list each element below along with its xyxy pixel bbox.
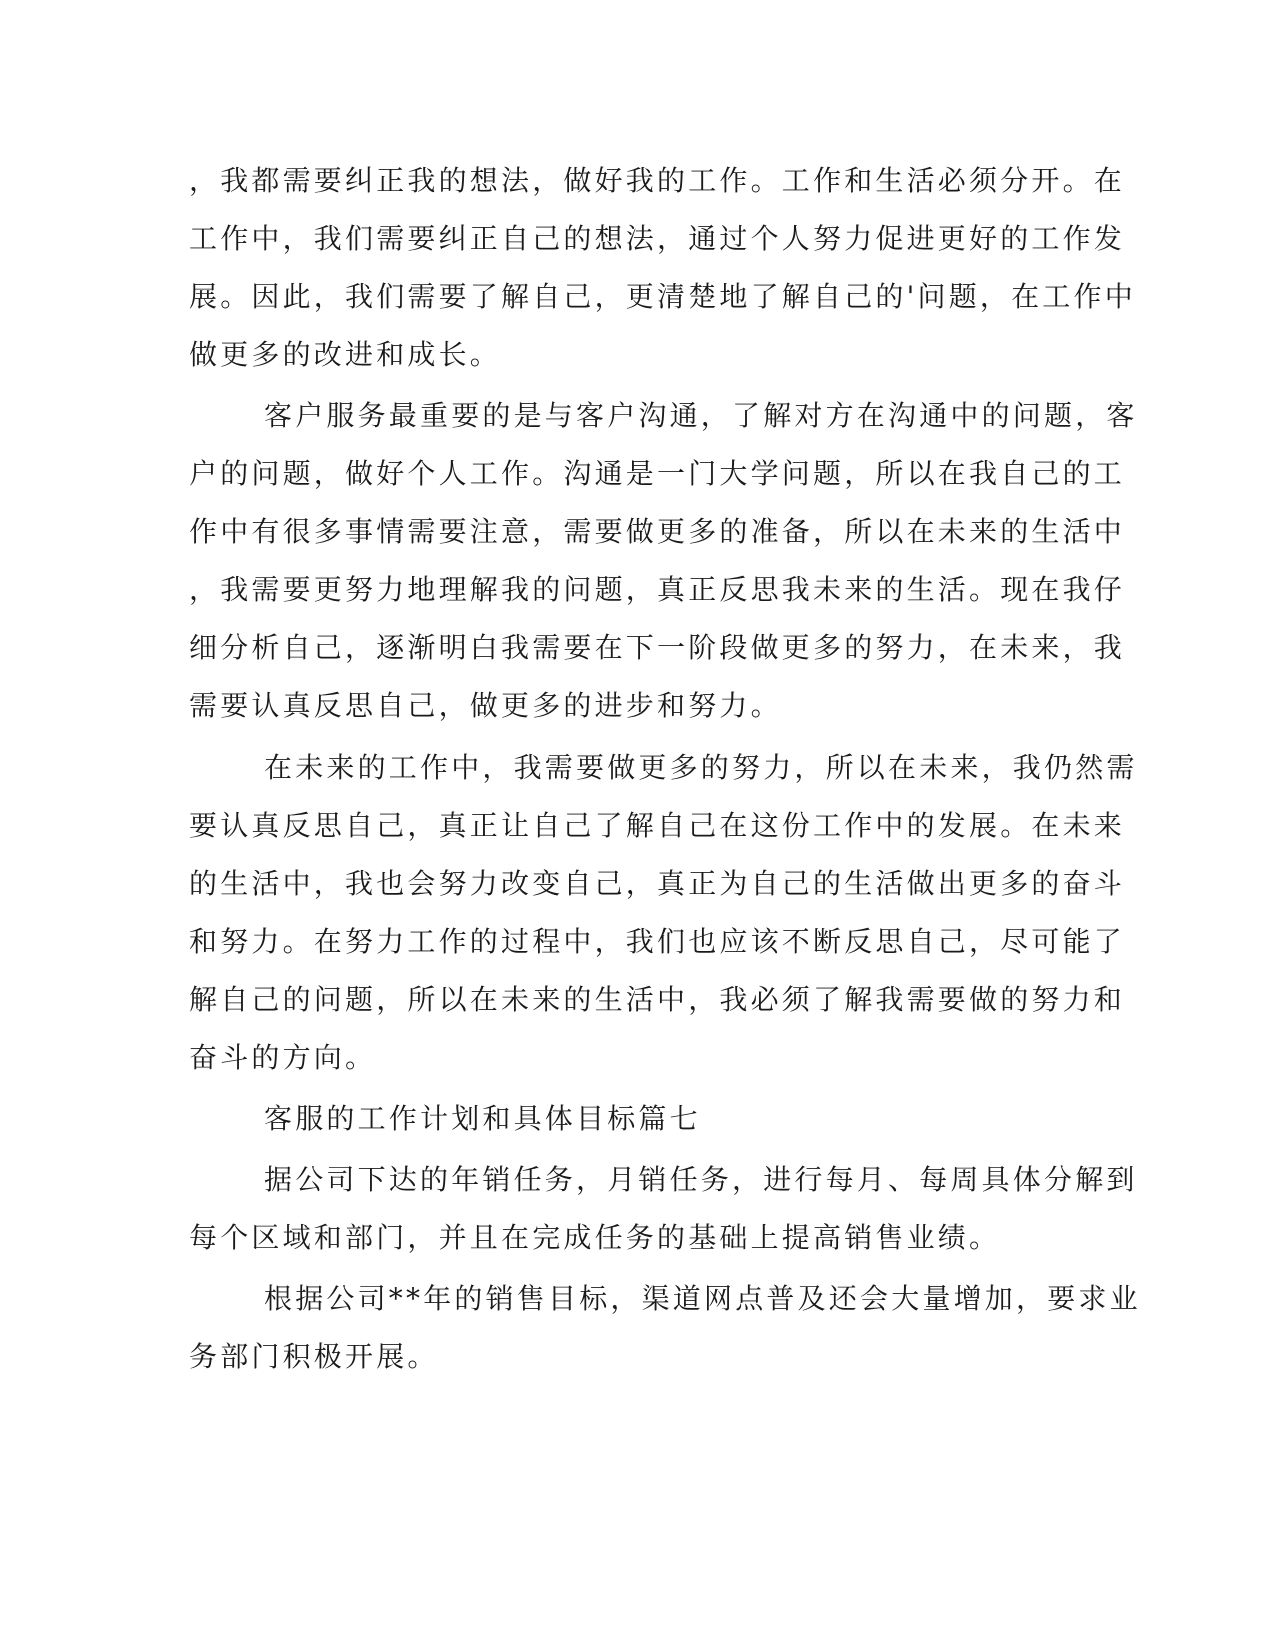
paragraph-line: 作中有很多事情需要注意，需要做更多的准备，所以在未来的生活中 [189,515,1126,548]
paragraph-line: 务部门积极开展。 [189,1340,439,1373]
paragraph-line: 据公司下达的年销任务，月销任务，进行每月、每周具体分解到 [264,1163,1138,1196]
section-heading: 客服的工作计划和具体目标篇七 [264,1102,701,1135]
paragraph-line: ，我需要更努力地理解我的问题，真正反思我未来的生活。现在我仔 [189,573,1126,606]
paragraph-line: 在未来的工作中，我需要做更多的努力，所以在未来，我仍然需 [264,751,1138,784]
paragraph-line: 户的问题，做好个人工作。沟通是一门大学问题，所以在我自己的工 [189,457,1126,490]
paragraph-line: 要认真反思自己，真正让自己了解自己在这份工作中的发展。在未来 [189,809,1126,842]
paragraph-line: 细分析自己，逐渐明白我需要在下一阶段做更多的努力，在未来，我 [189,631,1126,664]
paragraph-line: 工作中，我们需要纠正自己的想法，通过个人努力促进更好的工作发 [189,222,1126,255]
paragraph-line: 每个区域和部门，并且在完成任务的基础上提高销售业绩。 [189,1221,1001,1254]
paragraph-line: 解自己的问题，所以在未来的生活中，我必须了解我需要做的努力和 [189,983,1126,1016]
paragraph-line: 客户服务最重要的是与客户沟通，了解对方在沟通中的问题，客 [264,399,1138,432]
paragraph-line: ，我都需要纠正我的想法，做好我的工作。工作和生活必须分开。在 [189,164,1126,197]
paragraph-line: 奋斗的方向。 [189,1041,377,1074]
paragraph-line: 做更多的改进和成长。 [189,338,502,371]
paragraph-line: 需要认真反思自己，做更多的进步和努力。 [189,689,782,722]
paragraph-line: 展。因此，我们需要了解自己，更清楚地了解自己的'问题，在工作中 [189,280,1136,313]
paragraph-line: 根据公司**年的销售目标，渠道网点普及还会大量增加，要求业 [264,1282,1141,1315]
paragraph-line: 的生活中，我也会努力改变自己，真正为自己的生活做出更多的奋斗 [189,867,1126,900]
paragraph-line: 和努力。在努力工作的过程中，我们也应该不断反思自己，尽可能了 [189,925,1126,958]
